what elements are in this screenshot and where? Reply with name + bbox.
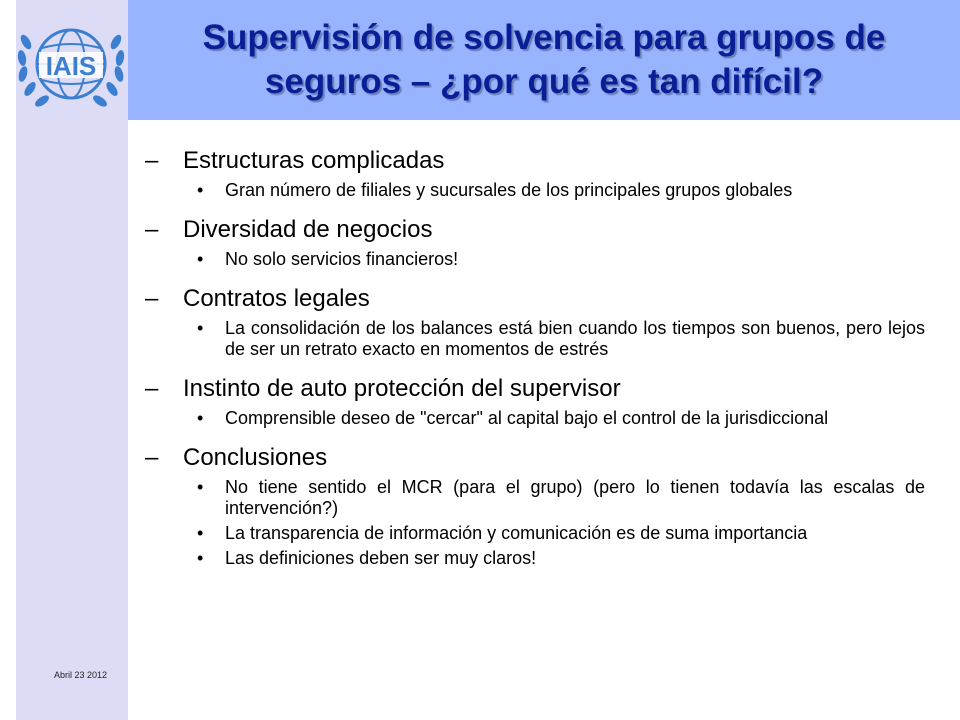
bullet-item bbox=[145, 249, 925, 270]
bullet-item bbox=[145, 477, 925, 519]
bullet-marker: • bbox=[197, 318, 204, 338]
section-heading bbox=[145, 374, 925, 404]
dash-marker: – bbox=[145, 216, 159, 243]
footer-date: Abril 23 2012 bbox=[54, 670, 108, 680]
title-line-2: seguros – ¿por qué es tan difícil? bbox=[264, 62, 824, 101]
bullet-text: Las definiciones deben ser muy claros! bbox=[225, 548, 537, 568]
section-heading-text: Conclusiones bbox=[183, 444, 328, 471]
section-heading-text: Instinto de auto protección del supervisor bbox=[183, 375, 621, 402]
section-heading-text: Contratos legales bbox=[183, 285, 370, 312]
logo-text: IAIS bbox=[45, 51, 97, 81]
dash-marker: – bbox=[145, 375, 159, 402]
bullet-text: Comprensible deseo de "cercar" al capital bajo el control de la jurisdiccional bbox=[225, 408, 829, 428]
section-heading bbox=[145, 284, 925, 314]
bullet-item bbox=[145, 523, 925, 544]
bullet-marker: • bbox=[197, 548, 204, 568]
page-title bbox=[130, 16, 958, 104]
bullet-item bbox=[145, 318, 925, 360]
section-heading-text: Diversidad de negocios bbox=[183, 216, 433, 243]
slide-content bbox=[145, 146, 925, 569]
iais-logo-icon bbox=[14, 12, 128, 120]
dash-marker: – bbox=[145, 147, 159, 174]
dash-marker: – bbox=[145, 444, 159, 471]
bullet-marker: • bbox=[197, 180, 204, 200]
bullet-marker: • bbox=[197, 477, 204, 497]
bullet-text: Gran número de filiales y sucursales de los principales grupos globales bbox=[225, 180, 793, 200]
bullet-item bbox=[145, 548, 925, 569]
bullet-text: La consolidación de los balances está bien cuando los tiempos son buenos, pero lejos de ser un retrato exacto en momentos de estrés bbox=[225, 318, 925, 359]
bullet-item bbox=[145, 180, 925, 201]
bullet-text: No tiene sentido el MCR (para el grupo) (pero lo tienen todavía las escalas de intervención?) bbox=[225, 477, 925, 518]
bullet-marker: • bbox=[197, 249, 204, 269]
section-heading bbox=[145, 443, 925, 473]
dash-marker: – bbox=[145, 285, 159, 312]
bullet-marker: • bbox=[197, 408, 204, 428]
section-heading bbox=[145, 215, 925, 245]
bullet-text: La transparencia de información y comunicación es de suma importancia bbox=[225, 523, 808, 543]
bullet-item bbox=[145, 408, 925, 429]
bullet-marker: • bbox=[197, 523, 204, 543]
section-heading-text: Estructuras complicadas bbox=[183, 147, 445, 174]
title-line-1: Supervisión de solvencia para grupos de bbox=[202, 18, 886, 57]
section-heading bbox=[145, 146, 925, 176]
bullet-text: No solo servicios financieros! bbox=[225, 249, 459, 269]
